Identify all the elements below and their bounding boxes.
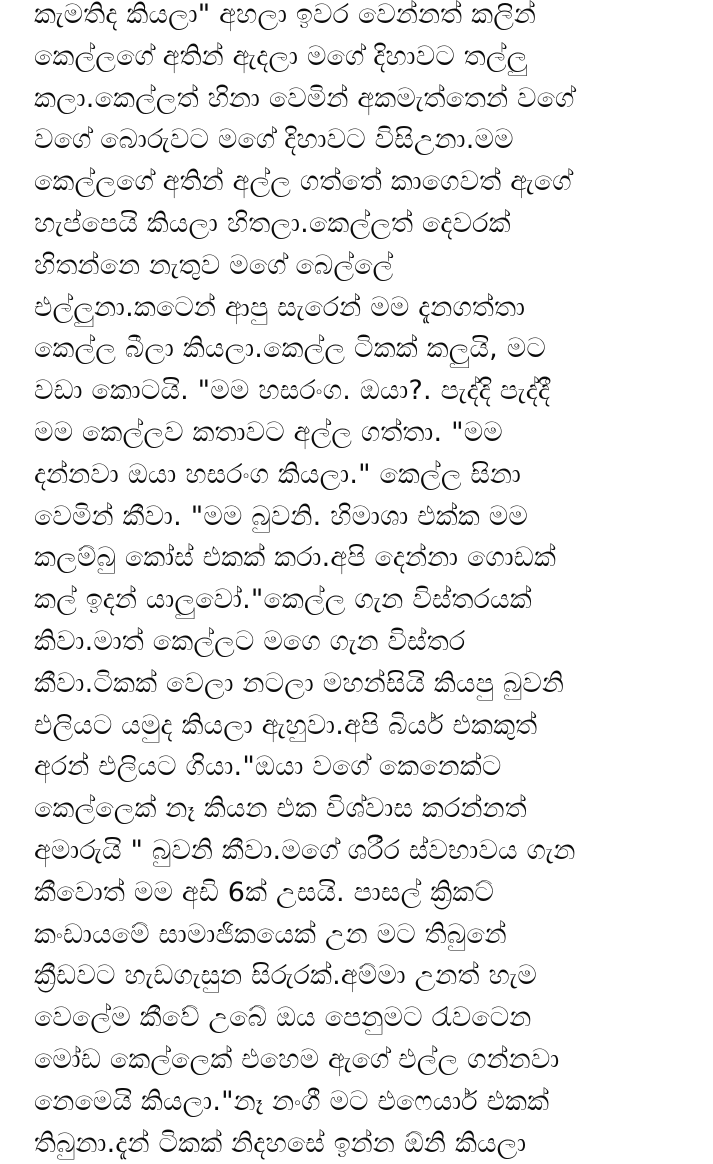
text-line: කැමතිද කියලා" අහලා ඉවර වෙන්නත් කලින් [34,0,537,30]
text-line: ක්‍රීඩවට හැඩගැසුන සිරුරක්.අම්මා උනත් හැම [34,960,538,992]
text-line: හිතන්නෙ නැතුව මගේ බෙල්ලේ [34,249,394,281]
text-line: කෙල්ලගේ අතින් ඇදලා මගේ දිහාවට තල්ලු [34,40,528,72]
text-line: වගේ බොරුවට මගේ දිහාවට විසිඋනා.මම [34,124,514,156]
text-line: අරන් එලියට ගියා."ඔයා වගේ කෙනෙක්ට [34,751,502,783]
text-line: කලා.කෙල්ලත් හිනා වෙමින් අකමැත්තෙන් වගේ [34,82,575,114]
text-line: කලම්බු කෝස් එකක් කරා.අපි දෙන්නා ගොඩක් [34,542,557,574]
text-line: කීවා.ටිකක් වෙලා නටලා මහන්සියි කියපු බුවනි [34,667,565,699]
article-text [34,0,694,1164]
text-line: මම කෙල්ලව කතාවට අල්ල ගත්තා. "මම [34,416,503,448]
text-line: එලියට යමුද කියලා ඇහුවා.අපි බියර් එකකුත් [34,709,538,741]
text-line: වෙලේම කීවේ උබේ ඔය පෙනුමට රැවටෙන [34,1002,532,1034]
text-line: එල්ලුනා.කටෙන් ආපු සැරෙන් මම දැනගත්තා [34,291,526,323]
text-line: කිවා.මාත් කෙල්ලට මගෙ ගැන විස්තර [34,625,466,657]
text-line: කල් ඉදන් යාලුවෝ."කෙල්ල ගැන විස්තරයක් [34,584,532,616]
text-line: තිබුනා.දැන් ටිකක් නිදහසේ ඉන්න ඕනි කියලා [34,1127,527,1159]
text-line: වෙමින් කීවා. "මම බුවනි. හිමාශා එක්ක මම [34,500,528,532]
text-line: කංඩායමේ සාමාජිකයෙක් උන මට තිබුනේ [34,918,507,950]
text-line: නෙමෙයි කියලා."නෑ නංගී මට එෆෙයාර් එකක් [34,1085,550,1117]
text-line: අමාරුයි " බුවනි කීවා.මගේ ශරීර ස්වභාවය ගැන [34,834,576,866]
text-line: කීවොත් මම අඩි 6ක් උසයි. පාසල් ක්‍රිකට් [34,876,495,908]
text-line: කෙල්ල බීලා කියලා.කෙල්ල ටිකක් කලුයි, මට [34,333,546,365]
text-line: වඩා කොටයි. "මම හසරංග. ඔයා?. පැද්දි පැද්දී [34,375,551,407]
text-line: කෙල්ලගේ අතින් අල්ල ගත්තේ කාගෙවත් ඇගේ [34,166,572,198]
text-line: දන්නවා ඔයා හසරංග කියලා." කෙල්ල සිනා [34,458,522,490]
text-line: හැප්පෙයි කියලා හිතලා.කෙල්ලත් දෙවරක් [34,207,511,239]
text-line: මෝඩ කෙල්ලෙක් එහෙම ඇගේ එල්ල ගන්නවා [34,1043,560,1075]
text-line: කෙල්ලෙක් නෑ කියන එක විශ්වාස කරන්නත් [34,793,527,825]
